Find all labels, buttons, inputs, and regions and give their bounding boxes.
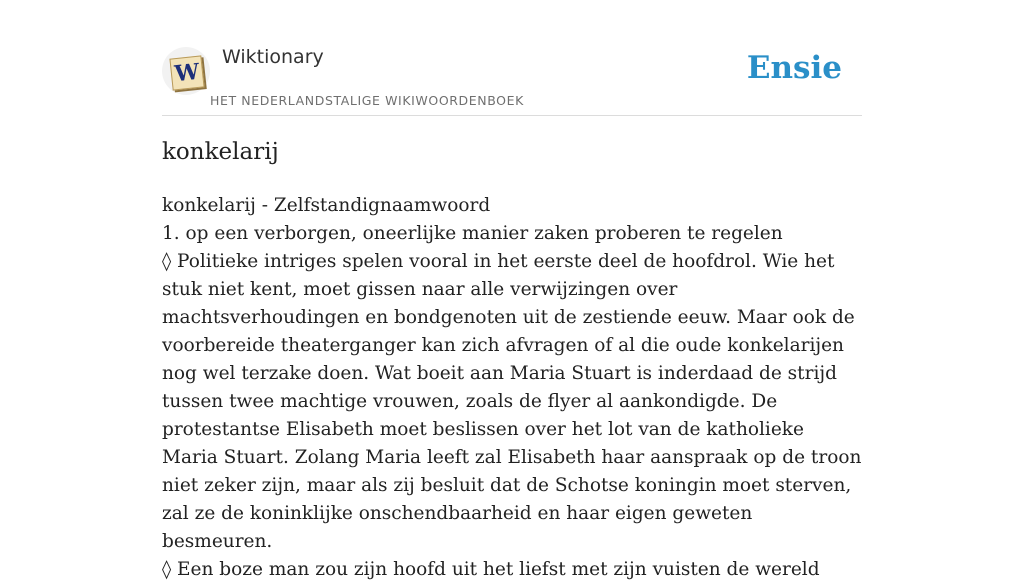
example-sentence: ◊ Een boze man zou zijn hoofd uit het liefst met zijn vuisten de wereld <box>162 559 820 580</box>
ensie-brand-logo[interactable]: Ensie <box>746 50 842 86</box>
page-title: konkelarij <box>162 139 279 165</box>
example-sentence: ◊ Politieke intriges spelen vooral in het eerste deel de hoofdrol. Wie het stuk niet kent, moet gissen naar alle verwijzingen over machtsverhoudingen en bondgenoten uit de zestiende eeuw. Maar ook de voorbereide theaterganger kan zich afvragen of al die oude konkelarijen nog wel terzake doen. Wat boeit aan Maria Stuart is inderdaad de strijd tussen twee machtige vrouwen, zoals de flyer al aankondigde. De protestantse Elisabeth moet beslissen over het lot van de katholieke Maria Stuart. Zolang Maria leeft zal Elisabeth haar aanspraak op de troon niet zeker zijn, maar als zij besluit dat de Schotse koningin moet sterven, zal ze de koninklijke onschendbaarheid en haar eigen geweten besmeuren. <box>162 251 862 552</box>
wiktionary-logo[interactable] <box>162 47 210 95</box>
entry-content <box>162 192 862 584</box>
part-of-speech-line: konkelarij - Zelfstandignaamwoord <box>162 195 491 216</box>
definition: 1. op een verborgen, oneerlijke manier zaken proberen te regelen <box>162 223 783 244</box>
site-name[interactable]: Wiktionary <box>222 46 324 68</box>
logo-tile-icon: W <box>169 55 204 90</box>
site-header <box>162 40 862 116</box>
site-subtitle: HET NEDERLANDSTALIGE WIKIWOORDENBOEK <box>210 93 524 108</box>
